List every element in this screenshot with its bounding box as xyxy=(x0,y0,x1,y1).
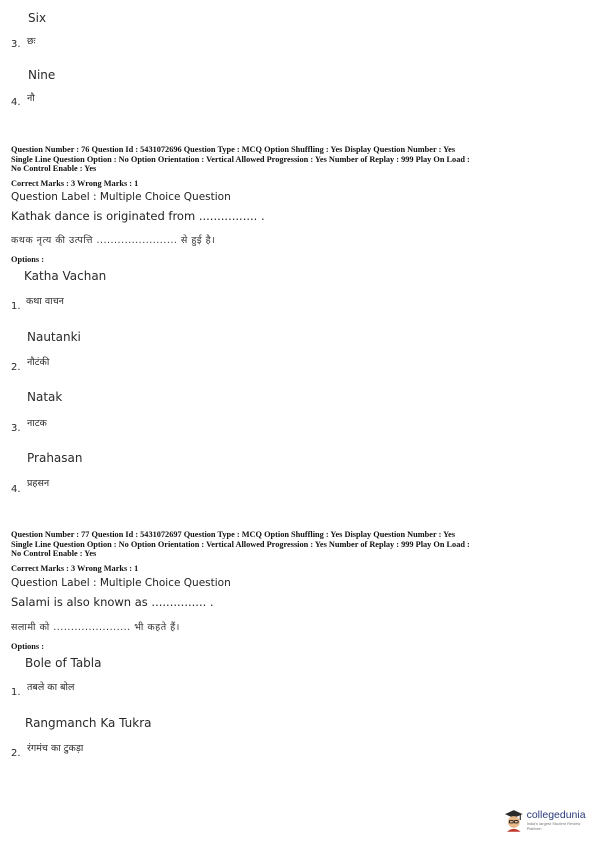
question-label: Question Label : Multiple Choice Question xyxy=(11,577,231,589)
option-number: 1. xyxy=(11,301,21,312)
option-number: 2. xyxy=(11,748,21,759)
option-english: Natak xyxy=(27,390,63,404)
option-hindi: रंगमंच का टुकड़ा xyxy=(27,743,84,754)
option-hindi: नाटक xyxy=(27,418,47,429)
option-hindi: प्रहसन xyxy=(27,478,50,489)
question-text-hindi: सलामी को ...................... भी कहते हैं। xyxy=(11,622,180,633)
option-number: 3. xyxy=(11,423,21,434)
question-marks: Correct Marks : 3 Wrong Marks : 1 xyxy=(11,564,139,573)
options-heading: Options : xyxy=(11,642,44,651)
option-english: Katha Vachan xyxy=(24,269,107,283)
option-hindi: नौ xyxy=(27,93,35,104)
logo-tagline: India's largest Student Review Platform xyxy=(526,820,581,831)
collegedunia-logo xyxy=(503,808,595,832)
option-number: 4. xyxy=(11,97,21,108)
option-hindi: कथा वाचन xyxy=(26,296,64,307)
option-english: Rangmanch Ka Tukra xyxy=(25,716,152,730)
question-label: Question Label : Multiple Choice Question xyxy=(11,191,231,203)
option-number: 4. xyxy=(11,484,21,495)
options-heading: Options : xyxy=(11,255,44,264)
option-number: 3. xyxy=(11,39,21,50)
option-number: 1. xyxy=(11,687,21,698)
option-english: Nine xyxy=(28,68,56,82)
option-number: 2. xyxy=(11,362,21,373)
question-meta: Question Number : 77 Question Id : 5431072697 Question Type : MCQ Option Shuffling : Yes Display Question Number : Yes Single Line Question Option : No Option Orientation : Vertical Allowed Progression : Yes Number of Replay : 999 Play On Load : No Control Enable : Yes xyxy=(11,530,470,559)
question-marks: Correct Marks : 3 Wrong Marks : 1 xyxy=(11,179,139,188)
question-text-hindi: कथक नृत्य की उत्पत्ति ....................... से हुई है। xyxy=(11,235,216,246)
option-hindi: तबले का बोल xyxy=(27,682,75,693)
question-text-english: Kathak dance is originated from ................ . xyxy=(11,209,265,223)
logo-text: collegedunia xyxy=(526,808,586,821)
option-english: Prahasan xyxy=(27,451,83,465)
option-english: Bole of Tabla xyxy=(25,656,102,670)
question-meta: Question Number : 76 Question Id : 5431072696 Question Type : MCQ Option Shuffling : Yes Display Question Number : Yes Single Line Question Option : No Option Orientation : Vertical Allowed Progression : Yes Number of Replay : 999 Play On Load : No Control Enable : Yes xyxy=(11,145,470,174)
option-english: Nautanki xyxy=(27,330,81,344)
question-text-english: Salami is also known as ............... . xyxy=(11,595,214,609)
option-english: Six xyxy=(28,11,47,25)
option-hindi: छः xyxy=(27,36,36,47)
option-hindi: नौटंकी xyxy=(27,357,50,368)
graduate-avatar-icon xyxy=(503,808,525,832)
